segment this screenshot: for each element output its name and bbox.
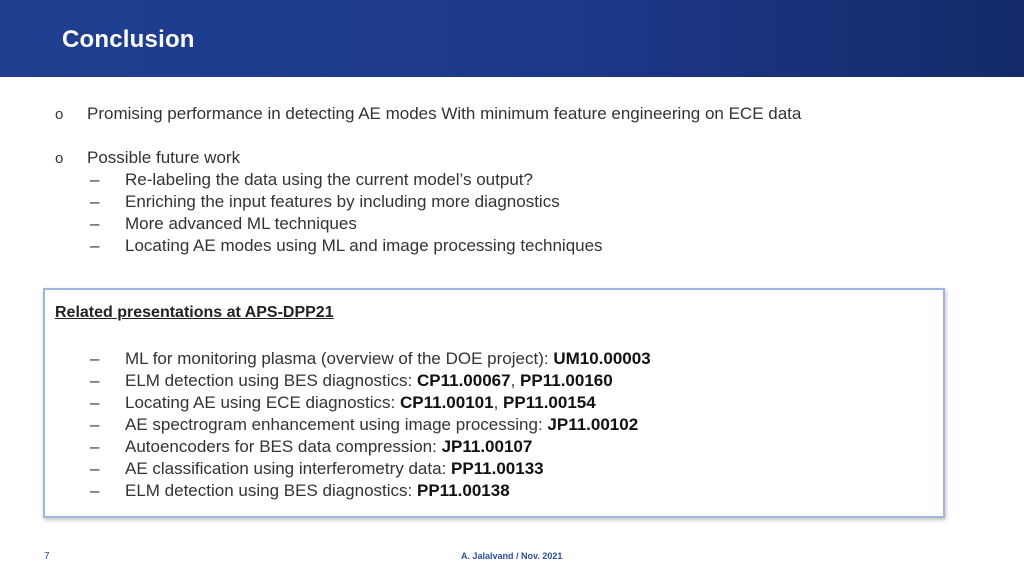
related-item (90, 414, 638, 436)
bullet-item (55, 147, 240, 170)
future-work-text: More advanced ML techniques (125, 214, 357, 233)
code-separator: , (510, 371, 521, 390)
related-item (90, 458, 544, 480)
abstract-code: JP11.00102 (547, 415, 639, 434)
dash-marker: – (90, 415, 100, 434)
bullet-item (55, 103, 801, 126)
bullet-text: Possible future work (87, 148, 241, 167)
dash-marker: – (90, 371, 100, 390)
related-text: ELM detection using BES diagnostics: (125, 481, 417, 500)
future-work-text: Locating AE modes using ML and image processing techniques (125, 236, 603, 255)
future-work-text: Enriching the input features by including more diagnostics (125, 192, 560, 211)
abstract-code: PP11.00160 (520, 371, 613, 390)
abstract-code: CP11.00067 (417, 371, 511, 390)
dash-marker: – (90, 170, 100, 189)
dash-marker: – (90, 481, 100, 500)
dash-marker: – (90, 437, 100, 456)
related-text: AE classification using interferometry data: (125, 459, 451, 478)
page-number: 7 (44, 551, 50, 562)
future-work-item (90, 235, 603, 257)
dash-marker: – (90, 349, 100, 368)
dash-marker: – (90, 459, 100, 478)
dash-marker: – (90, 236, 100, 255)
abstract-code: CP11.00101 (400, 393, 494, 412)
related-text: Locating AE using ECE diagnostics: (125, 393, 400, 412)
future-work-item (90, 169, 533, 191)
related-item (90, 370, 613, 392)
abstract-code: PP11.00138 (417, 481, 510, 500)
abstract-code: PP11.00133 (450, 459, 544, 478)
future-work-item (90, 191, 560, 213)
related-text: Autoencoders for BES data compression: (125, 437, 442, 456)
related-title: Related presentations at APS-DPP21 (55, 304, 334, 321)
abstract-code: UM10.00003 (553, 349, 651, 368)
related-presentations-box (43, 288, 945, 518)
related-item (90, 392, 596, 414)
dash-marker: – (90, 393, 100, 412)
abstract-code: PP11.00154 (503, 393, 596, 412)
dash-marker: – (90, 214, 100, 233)
bullet-marker: o (55, 106, 64, 123)
related-item (90, 436, 532, 458)
abstract-code: JP11.00107 (441, 437, 533, 456)
related-item (90, 480, 510, 502)
related-text: AE spectrogram enhancement using image processing: (125, 415, 548, 434)
dash-marker: – (90, 192, 100, 211)
footer-author: A. Jalalvand / Nov. 2021 (461, 551, 563, 561)
title-banner (0, 0, 1024, 77)
code-separator: , (493, 393, 504, 412)
bullet-text: Promising performance in detecting AE modes With minimum feature engineering on ECE data (87, 104, 802, 123)
slide-title: Conclusion (62, 26, 195, 53)
bullet-marker: o (55, 150, 64, 167)
related-item (90, 348, 651, 370)
future-work-text: Re-labeling the data using the current model’s output? (125, 170, 533, 189)
related-text: ML for monitoring plasma (overview of the DOE project): (125, 349, 554, 368)
related-text: ELM detection using BES diagnostics: (125, 371, 417, 390)
future-work-item (90, 213, 357, 235)
